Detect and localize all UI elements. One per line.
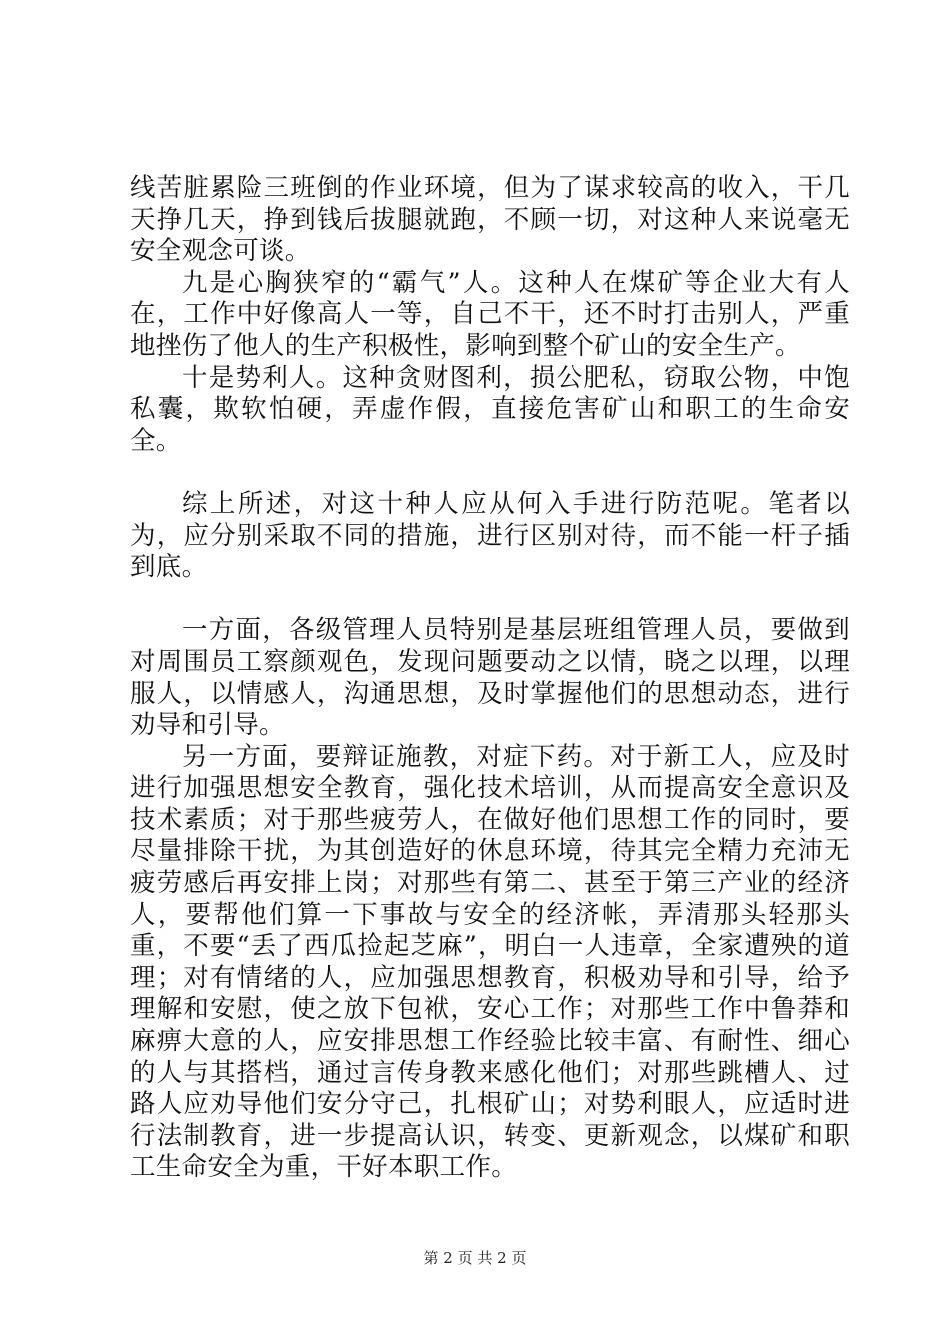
paragraph-second-aspect: 另一方面，要辩证施教，对症下药。对于新工人，应及时进行加强思想安全教育，强化技术培训，从而提高安全意识及技术素质；对于那些疲劳人，在做好他们思想工作的同时，要尽量排除干扰，为其创造好的休息环境，待其完全精力充沛无疲劳感后再安排上岗；对那些有第二、甚至于第三产业的经济人，要帮他们算一下事故与安全的经济帐，弄清那头轻那头重，不要“丢了西瓜捡起芝麻”，明白一人违章，全家遭殃的道理；对有情绪的人，应加强思想教育，积极劝导和引导，给予理解和安慰，使之放下包袱，安心工作；对那些工作中鲁莽和麻痹大意的人，应安排思想工作经验比较丰富、有耐性、细心的人与其搭档，通过言传身教来感化他们；对那些跳槽人、过路人应劝导他们安分守己，扎根矿山；对势利眼人，应适时进行法制教育，进一步提高认识，转变、更新观念，以煤矿和职工生命安全为重，干好本职工作。 (130, 741, 850, 1183)
document-body (130, 173, 850, 1184)
paragraph-summary: 综上所述，对这十种人应从何入手进行防范呢。笔者以为，应分别采取不同的措施，进行区别对待，而不能一杆子插到底。 (130, 488, 850, 583)
paragraph-item-ten: 十是势利人。这种贪财图利，损公肥私，窃取公物，中饱私囊，欺软怕硬，弄虚作假，直接危害矿山和职工的生命安全。 (130, 362, 850, 456)
paragraph-item-nine: 九是心胸狭窄的“霸气”人。这种人在煤矿等企业大有人在，工作中好像高人一等，自己不干，还不时打击别人，严重地挫伤了他人的生产积极性，影响到整个矿山的安全生产。 (130, 267, 850, 361)
page-footer: 第 2 页 共 2 页 (423, 1249, 527, 1267)
paragraph-continuation: 线苦脏累险三班倒的作业环境，但为了谋求较高的收入，干几天挣几天，挣到钱后拔腿就跑，不顾一切，对这种人来说毫无安全观念可谈。 (130, 173, 850, 267)
paragraph-first-aspect: 一方面，各级管理人员特别是基层班组管理人员，要做到对周围员工察颜观色，发现问题要动之以情，晓之以理，以理服人，以情感人，沟通思想，及时掌握他们的思想动态，进行劝导和引导。 (130, 615, 850, 741)
